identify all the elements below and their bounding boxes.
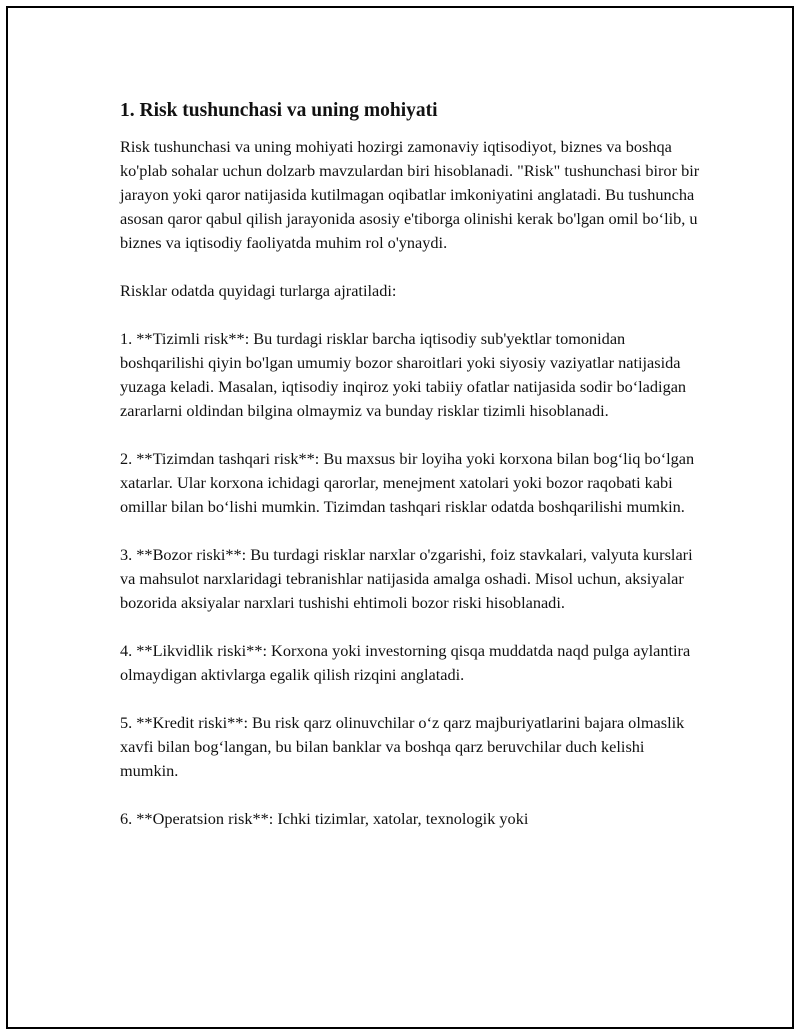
risk-types-intro: Risklar odatda quyidagi turlarga ajratiladi: xyxy=(120,281,397,300)
risk-item-credit: 5. **Kredit riski**: Bu risk qarz olinuvchilar o‘z qarz majburiyatlarini bajara olmaslik xavfi bilan bog‘langan, bu bilan banklar va boshqa qarz beruvchilar duch kelishi mumkin. xyxy=(120,713,685,780)
risk-item-liquidity: 4. **Likvidlik riski**: Korxona yoki investorning qisqa muddatda naqd pulga aylantira olmaydigan aktivlarga egalik qilish rizqini anglatadi. xyxy=(120,641,691,684)
risk-item-unsystematic: 2. **Tizimdan tashqari risk**: Bu maxsus bir loyiha yoki korxona bilan bog‘liq bo‘lgan xatarlar. Ular korxona ichidagi qarorlar, menejment xatolari yoki bozor raqobati kabi omillar bilan bo‘lishi mumkin. Tizimdan tashqari risklar odatda boshqarilishi mumkin. xyxy=(120,449,695,516)
intro-paragraph: Risk tushunchasi va uning mohiyati hozirgi zamonaviy iqtisodiyot, biznes va boshqa ko'plab sohalar uchun dolzarb mavzulardan biri hisoblanadi. "Risk" tushunchasi biror bir jarayon yoki qaror natijasida kutilmagan oqibatlar imkoniyatini anglatadi. Bu tushuncha asosan qaror qabul qilish jarayonida asosiy e'tiborga olinishi kerak bo'lgan omil bo‘lib, u biznes va iqtisodiy faoliyatda muhim rol o'ynaydi. xyxy=(120,137,700,252)
section-heading: 1. Risk tushunchasi va uning mohiyati xyxy=(120,100,438,121)
risk-item-operational: 6. **Operatsion risk**: Ichki tizimlar, xatolar, texnologik yoki xyxy=(120,809,529,828)
risk-item-market: 3. **Bozor riski**: Bu turdagi risklar narxlar o'zgarishi, foiz stavkalari, valyuta kurslari va mahsulot narxlaridagi tebranishlar natijasida amalga oshadi. Misol uchun, aksiyalar bozorida aksiyalar narxlari tushishi ehtimoli bozor riski hisoblanadi. xyxy=(120,545,693,612)
page-frame xyxy=(6,6,794,1029)
document-body xyxy=(120,98,705,855)
risk-item-systemic: 1. **Tizimli risk**: Bu turdagi risklar barcha iqtisodiy sub'yektlar tomonidan boshqarilishi qiyin bo'lgan umumiy bozor sharoitlari yoki siyosiy vaziyatlar natijasida yuzaga keladi. Masalan, iqtisodiy inqiroz yoki tabiiy ofatlar natijasida sodir bo‘ladigan zararlarni oldindan bilgina olmaymiz va bunday risklar tizimli hisoblanadi. xyxy=(120,329,687,420)
